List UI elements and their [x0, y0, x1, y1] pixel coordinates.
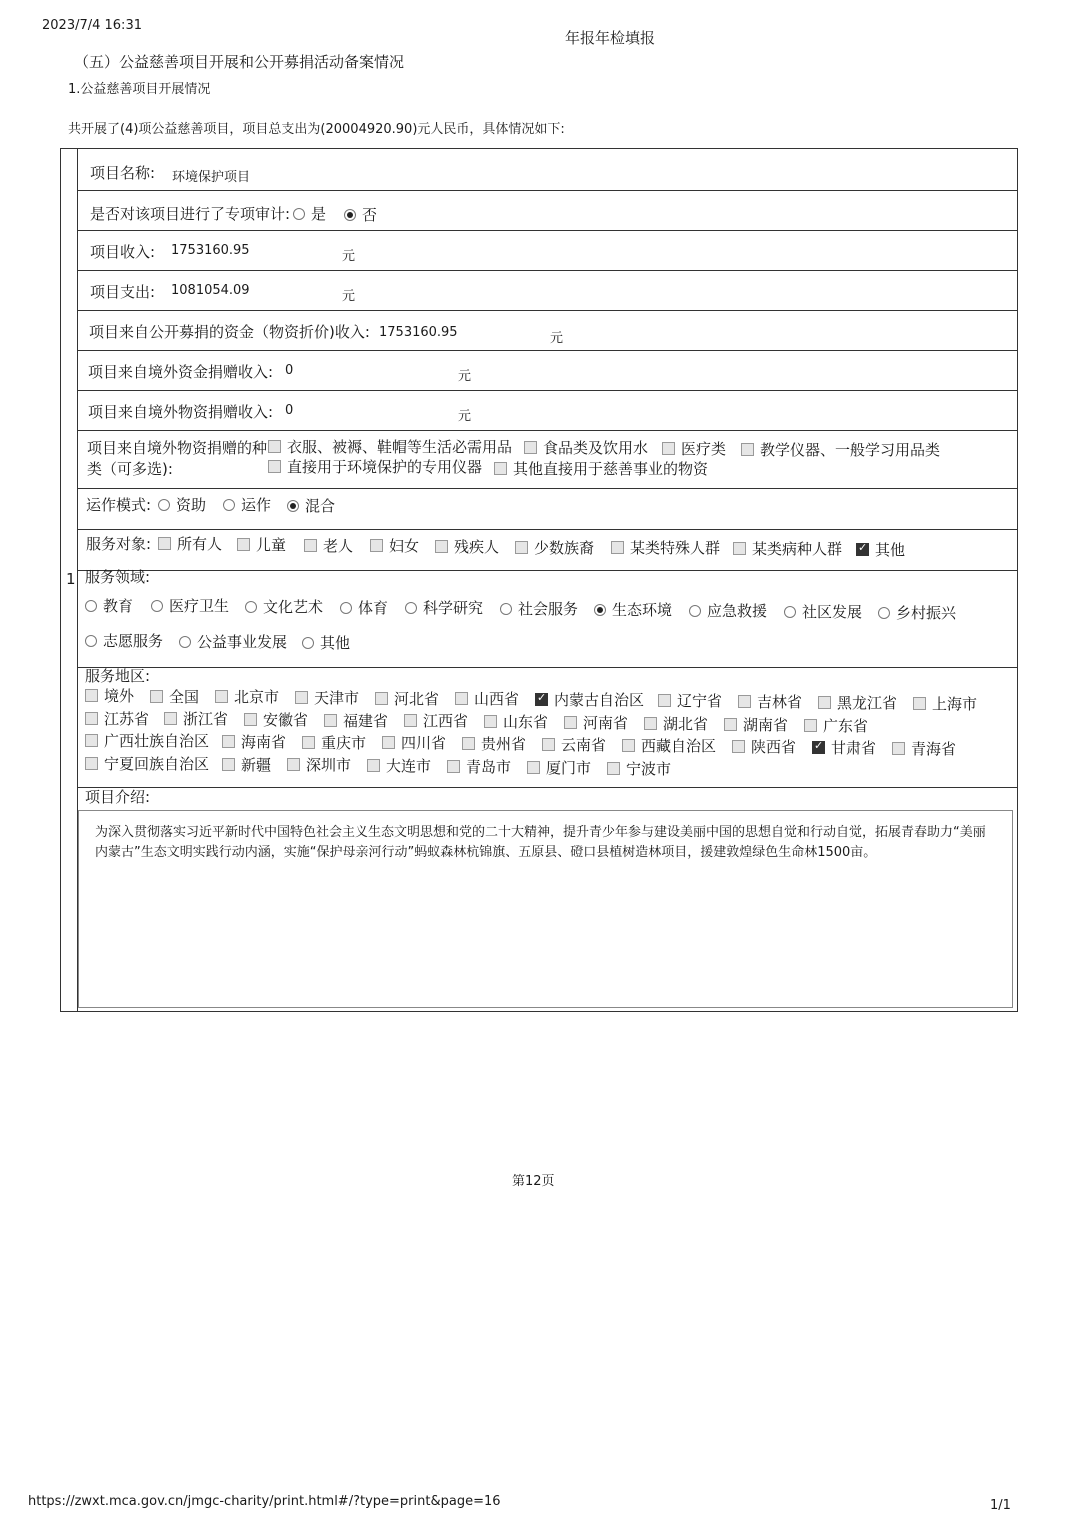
region-option[interactable]: 河北省 [375, 688, 439, 709]
mode-option[interactable]: 运作 [223, 494, 271, 515]
checkbox-icon [542, 738, 555, 751]
target-option[interactable]: 残疾人 [435, 536, 499, 557]
print-url: https://zwxt.mca.gov.cn/jmgc-charity/print.html#/?type=print&page=16 [28, 1494, 501, 1509]
audit-option-yes[interactable]: 是 [293, 203, 326, 224]
region-option[interactable]: 云南省 [542, 734, 606, 755]
field-option[interactable]: 体育 [340, 597, 388, 618]
radio-icon [302, 637, 314, 649]
checkbox-icon [295, 691, 308, 704]
checkbox-icon [268, 440, 281, 453]
row-expense [78, 271, 1018, 311]
goods-types-label-line2: 类（可多选): [87, 460, 173, 478]
summary-text: 共开展了(4)项公益慈善项目，项目总支出为(20004920.90)元人民币，具体情况如下: [68, 122, 565, 137]
goods-type-option[interactable]: 其他直接用于慈善事业的物资 [494, 458, 708, 479]
checkbox-icon [527, 761, 540, 774]
row-service-regions [78, 668, 1018, 788]
checkbox-icon [435, 540, 448, 553]
checkbox-icon [268, 460, 281, 473]
region-option[interactable]: 全国 [150, 686, 199, 707]
region-option[interactable]: 浙江省 [164, 708, 228, 729]
foreign-goods-label: 项目来自境外物资捐赠收入: [88, 403, 274, 421]
target-option[interactable]: 老人 [304, 535, 353, 556]
region-option[interactable]: 宁夏回族自治区 [85, 753, 209, 774]
region-option[interactable]: 西藏自治区 [622, 735, 716, 756]
mode-option[interactable]: 混合 [287, 495, 335, 516]
checkbox-icon [367, 759, 380, 772]
goods-type-option[interactable]: 直接用于环境保护的专用仪器 [268, 456, 482, 477]
region-option[interactable]: 山东省 [484, 711, 548, 732]
checkbox-icon [484, 715, 497, 728]
radio-icon [293, 208, 305, 220]
checkbox-icon [462, 737, 475, 750]
goods-type-option[interactable]: 教学仪器、一般学习用品类 [741, 439, 940, 460]
foreign-funds-unit: 元 [458, 369, 472, 384]
project-name-value: 环境保护项目 [172, 170, 251, 185]
expense-unit: 元 [342, 289, 356, 304]
region-option[interactable]: 境外 [85, 685, 134, 706]
checkbox-icon [741, 443, 754, 456]
project-intro-label: 项目介绍: [85, 788, 151, 806]
checkbox-icon [622, 739, 635, 752]
field-option[interactable]: 公益事业发展 [179, 631, 287, 652]
region-option[interactable]: 深圳市 [287, 754, 351, 775]
region-option[interactable]: 青岛市 [447, 756, 511, 777]
radio-icon [689, 605, 701, 617]
field-option[interactable]: 生态环境 [594, 599, 672, 620]
field-option[interactable]: 应急救援 [689, 600, 767, 621]
region-option[interactable]: 厦门市 [527, 757, 591, 778]
checkbox-icon [515, 541, 528, 554]
row-foreign-funds [78, 351, 1018, 391]
checkbox-icon [222, 758, 235, 771]
field-option[interactable]: 其他 [302, 632, 350, 653]
checkbox-icon [818, 696, 831, 709]
checkbox-icon [607, 762, 620, 775]
radio-icon [500, 603, 512, 615]
checkbox-icon [370, 539, 383, 552]
region-option[interactable]: 福建省 [324, 710, 388, 731]
foreign-goods-unit: 元 [458, 409, 472, 424]
goods-types-label-line1: 项目来自境外物资捐赠的种 [87, 439, 268, 457]
section-title: （五）公益慈善项目开展和公开募捐活动备案情况 [74, 53, 405, 71]
row-public-fundraising [78, 311, 1018, 351]
checkbox-icon [611, 541, 624, 554]
checkbox-icon [644, 717, 657, 730]
checkbox-icon [564, 716, 577, 729]
region-option[interactable]: 江西省 [404, 710, 468, 731]
field-option[interactable]: 社会服务 [500, 598, 578, 619]
radio-icon [784, 606, 796, 618]
print-datetime: 2023/7/4 16:31 [42, 18, 142, 33]
row-service-fields [78, 568, 1018, 668]
region-option[interactable]: 上海市 [913, 693, 977, 714]
checkbox-icon [158, 537, 171, 550]
target-option[interactable]: 少数族裔 [515, 537, 594, 558]
region-option[interactable]: 陕西省 [732, 736, 796, 757]
checkbox-icon [237, 538, 250, 551]
checkbox-icon [324, 714, 337, 727]
checkbox-icon [222, 735, 235, 748]
checkbox-icon [304, 539, 317, 552]
checkbox-checked-icon [812, 741, 825, 754]
region-option[interactable]: 江苏省 [85, 708, 149, 729]
target-option[interactable]: 妇女 [370, 535, 419, 556]
row-operation-mode [78, 489, 1018, 530]
radio-icon [405, 602, 417, 614]
checkbox-icon [302, 736, 315, 749]
field-option[interactable]: 社区发展 [784, 601, 862, 622]
region-option[interactable]: 宁波市 [607, 758, 671, 779]
region-option[interactable]: 大连市 [367, 755, 431, 776]
radio-selected-icon [287, 500, 299, 512]
region-option[interactable]: 天津市 [295, 687, 359, 708]
region-option[interactable]: 四川省 [382, 732, 446, 753]
field-option[interactable]: 医疗卫生 [151, 595, 229, 616]
checkbox-icon [494, 462, 507, 475]
checkbox-icon [404, 714, 417, 727]
income-value: 1753160.95 [171, 243, 250, 258]
checkbox-icon [85, 757, 98, 770]
expense-label: 项目支出: [90, 283, 156, 301]
region-option[interactable]: ✓ 内蒙古自治区 [535, 689, 644, 710]
region-option[interactable]: 海南省 [222, 731, 286, 752]
region-option[interactable]: ✓ 甘肃省 [812, 737, 876, 758]
radio-icon [85, 600, 97, 612]
radio-icon [179, 636, 191, 648]
field-option[interactable]: 教育 [85, 595, 133, 616]
subsection-title: 1.公益慈善项目开展情况 [68, 82, 211, 97]
checkbox-icon [524, 441, 537, 454]
checkbox-icon [215, 690, 228, 703]
service-fields-label: 服务领域: [85, 568, 151, 586]
region-option[interactable]: 河南省 [564, 712, 628, 733]
project-intro-textarea[interactable] [78, 810, 1013, 1008]
radio-selected-icon [344, 209, 356, 221]
region-option[interactable]: 黑龙江省 [818, 692, 897, 713]
region-option[interactable]: 广西壮族自治区 [85, 730, 209, 751]
row-audit [78, 191, 1018, 231]
target-option[interactable]: 儿童 [237, 534, 286, 555]
radio-icon [223, 499, 235, 511]
region-option[interactable]: 辽宁省 [658, 690, 722, 711]
region-option[interactable]: 新疆 [222, 754, 271, 775]
checkbox-icon [85, 689, 98, 702]
radio-selected-icon [594, 604, 606, 616]
row-project-intro [78, 788, 1018, 1012]
row-project-name [78, 150, 1018, 191]
income-label: 项目收入: [90, 243, 156, 261]
checkbox-icon [738, 695, 751, 708]
checkbox-icon [382, 736, 395, 749]
radio-icon [85, 635, 97, 647]
radio-icon [151, 600, 163, 612]
checkbox-checked-icon [535, 693, 548, 706]
record-index: 1 [66, 570, 76, 588]
mode-option[interactable]: 资助 [158, 494, 206, 515]
service-targets-label: 服务对象: [86, 535, 152, 553]
checkbox-icon [658, 694, 671, 707]
operation-mode-label: 运作模式: [86, 496, 152, 514]
target-option[interactable]: 所有人 [158, 533, 222, 554]
checkbox-icon [455, 692, 468, 705]
radio-icon [878, 607, 890, 619]
checkbox-icon [150, 690, 163, 703]
checkbox-icon [913, 697, 926, 710]
region-option[interactable]: 重庆市 [302, 732, 366, 753]
checkbox-icon [447, 760, 460, 773]
target-option[interactable]: 某类病种人群 [733, 538, 842, 559]
field-option[interactable]: 科学研究 [405, 597, 483, 618]
row-goods-types [78, 431, 1018, 489]
goods-type-option[interactable]: 食品类及饮用水 [524, 437, 648, 458]
checkbox-icon [85, 734, 98, 747]
field-option[interactable]: 乡村振兴 [878, 602, 956, 623]
region-option[interactable]: 青海省 [892, 738, 956, 759]
checkbox-icon [733, 542, 746, 555]
income-unit: 元 [342, 249, 356, 264]
checkbox-icon [892, 742, 905, 755]
checkbox-icon [662, 442, 675, 455]
field-option[interactable]: 文化艺术 [245, 596, 323, 617]
region-option[interactable]: 山西省 [455, 688, 519, 709]
public-fundraising-value: 1753160.95 [379, 325, 458, 340]
foreign-funds-label: 项目来自境外资金捐赠收入: [88, 363, 274, 381]
audit-option-no[interactable]: 否 [344, 204, 377, 225]
goods-type-option[interactable]: 医疗类 [662, 438, 726, 459]
checkbox-icon [85, 712, 98, 725]
row-service-targets [78, 530, 1018, 571]
expense-value: 1081054.09 [171, 283, 250, 298]
target-option[interactable]: ✓ 其他 [856, 539, 905, 560]
checkbox-icon [164, 712, 177, 725]
page-number: 第12页 [512, 1174, 555, 1189]
checkbox-icon [244, 713, 257, 726]
page-count: 1/1 [990, 1498, 1011, 1513]
project-intro-text: 为深入贯彻落实习近平新时代中国特色社会主义生态文明思想和党的二十大精神，提升青少年参与建设美丽中国的思想自觉和行动自觉，拓展青春助力“美丽内蒙古”生态文明实践行动内涵，实施“保护母亲河行动”蚂蚁森林杭锦旗、五原县、磴口县植树造林项目，援建敦煌绿色生命林1500亩。 [95, 825, 986, 860]
field-option[interactable]: 志愿服务 [85, 630, 163, 651]
goods-type-option[interactable]: 衣服、被褥、鞋帽等生活必需用品 [268, 436, 512, 457]
checkbox-icon [804, 719, 817, 732]
foreign-funds-value: 0 [285, 363, 294, 378]
project-name-label: 项目名称: [90, 164, 156, 182]
region-option[interactable]: 安徽省 [244, 709, 308, 730]
public-fundraising-unit: 元 [550, 331, 564, 346]
region-option[interactable]: 广东省 [804, 715, 868, 736]
row-foreign-goods [78, 391, 1018, 431]
service-regions-label: 服务地区: [85, 667, 151, 685]
checkbox-icon [724, 718, 737, 731]
region-option[interactable]: 吉林省 [738, 691, 802, 712]
checkbox-icon [732, 740, 745, 753]
checkbox-icon [375, 692, 388, 705]
target-option[interactable]: 某类特殊人群 [611, 537, 720, 558]
region-option[interactable]: 贵州省 [462, 733, 526, 754]
public-fundraising-label: 项目来自公开募捐的资金（物资折价)收入: [89, 323, 370, 341]
region-option[interactable]: 北京市 [215, 686, 279, 707]
doc-title: 年报年检填报 [565, 29, 656, 47]
row-income [78, 231, 1018, 271]
region-option[interactable]: 湖南省 [724, 714, 788, 735]
foreign-goods-value: 0 [285, 403, 294, 418]
radio-icon [340, 602, 352, 614]
radio-icon [245, 601, 257, 613]
checkbox-icon [287, 758, 300, 771]
region-option[interactable]: 湖北省 [644, 713, 708, 734]
checkbox-checked-icon [856, 543, 869, 556]
audit-label: 是否对该项目进行了专项审计: [90, 205, 291, 223]
radio-icon [158, 499, 170, 511]
